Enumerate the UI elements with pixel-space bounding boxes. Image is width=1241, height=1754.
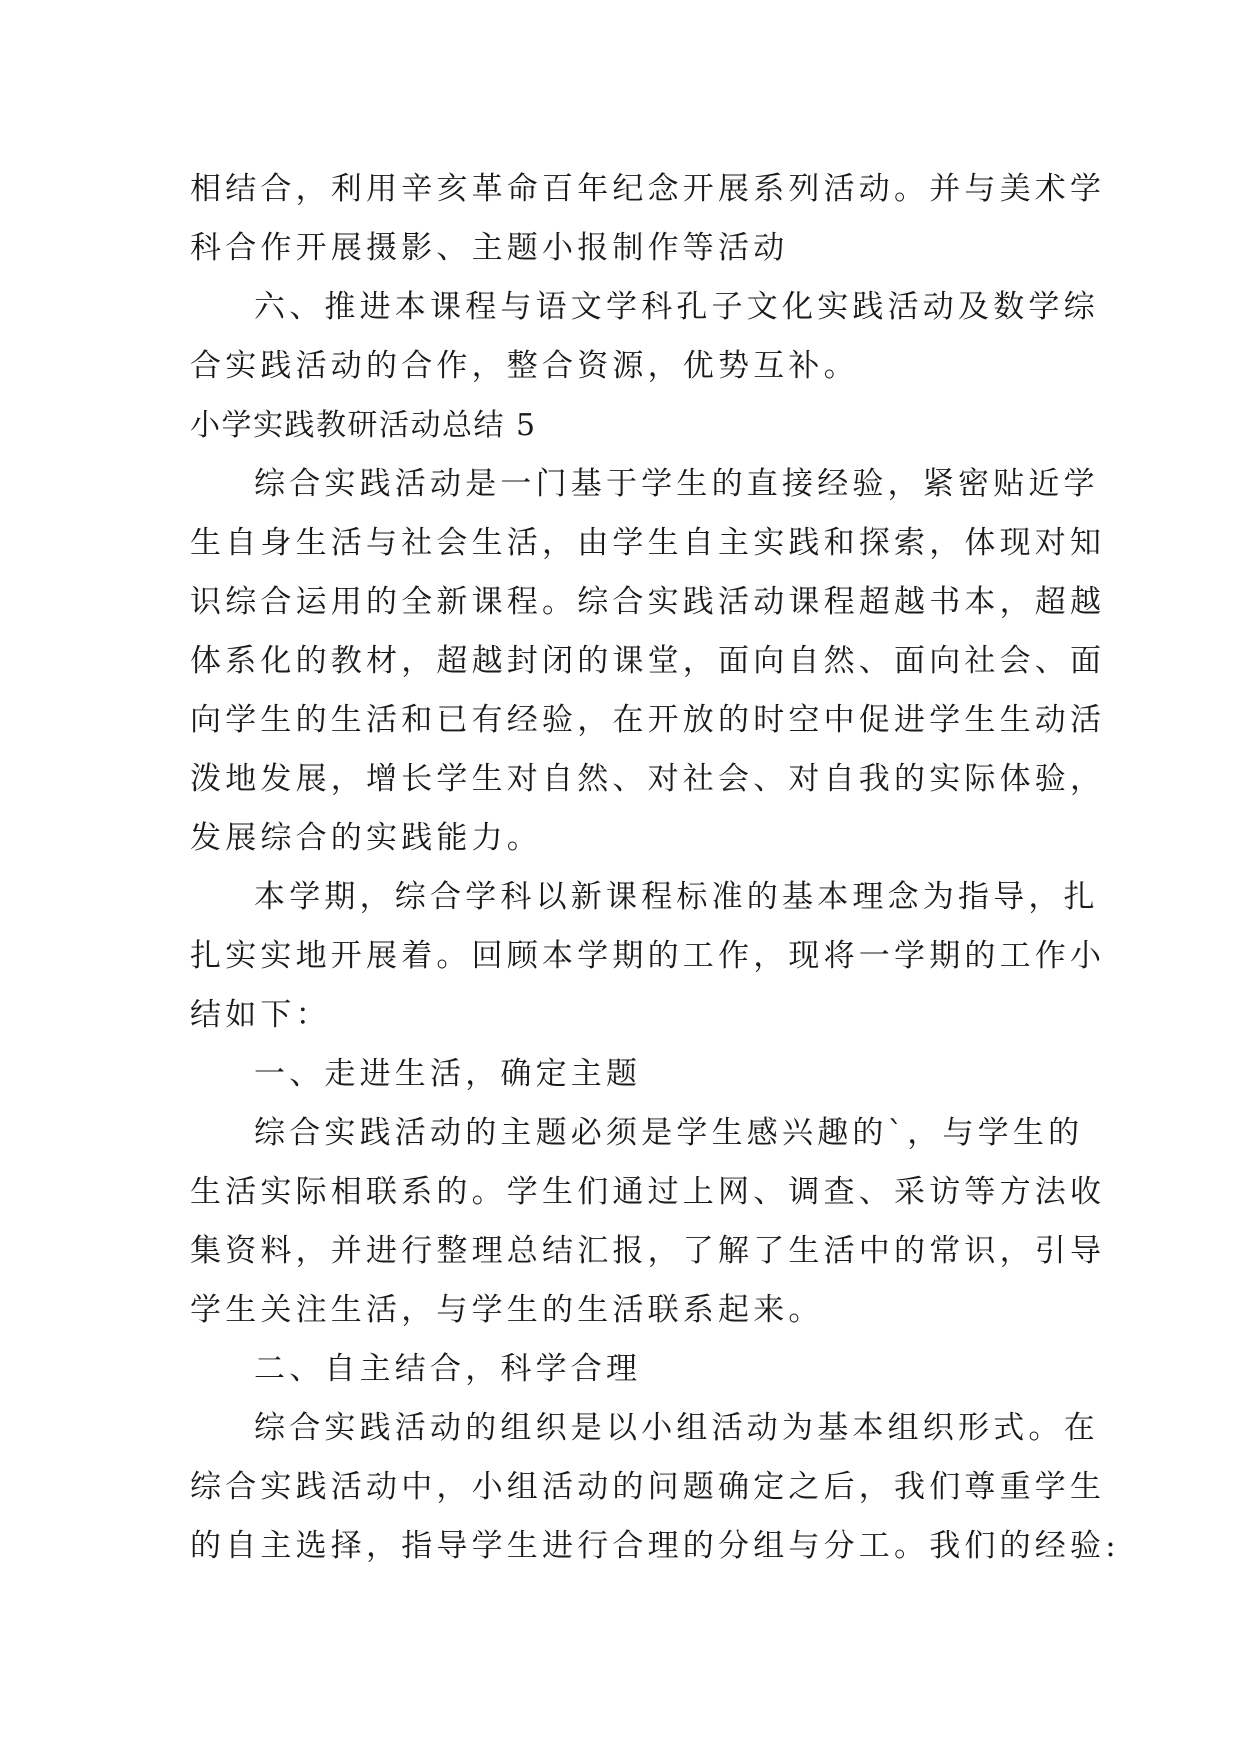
text-line: 扎实实地开展着。回顾本学期的工作，现将一学期的工作小 bbox=[190, 938, 1106, 974]
text-line: 生自身生活与社会生活，由学生自主实践和探索，体现对知 bbox=[190, 525, 1106, 561]
text-line: 合实践活动的合作，整合资源，优势互补。 bbox=[190, 348, 859, 384]
document-body bbox=[190, 160, 1120, 1576]
section-heading: 小学实践教研活动总结 5 bbox=[190, 408, 537, 443]
text-line: 综合实践活动中，小组活动的问题确定之后，我们尊重学生 bbox=[190, 1469, 1106, 1505]
text-line: 相结合，利用辛亥革命百年纪念开展系列活动。并与美术学 bbox=[190, 171, 1106, 207]
text-line: 综合实践活动的主题必须是学生感兴趣的`，与学生的 bbox=[254, 1115, 1084, 1151]
text-line: 本学期，综合学科以新课程标准的基本理念为指导，扎 bbox=[254, 879, 1099, 915]
text-line: 一、走进生活，确定主题 bbox=[254, 1056, 642, 1092]
text-line: 结如下： bbox=[190, 997, 331, 1033]
text-line: 集资料，并进行整理总结汇报，了解了生活中的常识，引导 bbox=[190, 1233, 1106, 1269]
text-line: 识综合运用的全新课程。综合实践活动课程超越书本，超越 bbox=[190, 584, 1106, 620]
text-line: 体系化的教材，超越封闭的课堂，面向自然、面向社会、面 bbox=[190, 643, 1106, 679]
text-line: 二、自主结合，科学合理 bbox=[254, 1351, 642, 1387]
text-line: 综合实践活动是一门基于学生的直接经验，紧密贴近学 bbox=[254, 466, 1099, 502]
text-line: 科合作开展摄影、主题小报制作等活动 bbox=[190, 230, 789, 266]
text-line: 学生关注生活，与学生的生活联系起来。 bbox=[190, 1292, 824, 1328]
text-line: 向学生的生活和已有经验，在开放的时空中促进学生生动活 bbox=[190, 702, 1106, 738]
text-line: 六、推进本课程与语文学科孔子文化实践活动及数学综 bbox=[254, 289, 1099, 325]
text-line: 发展综合的实践能力。 bbox=[190, 820, 542, 856]
text-line: 的自主选择，指导学生进行合理的分组与分工。我们的经验: bbox=[190, 1528, 1120, 1564]
text-line: 泼地发展，增长学生对自然、对社会、对自我的实际体验， bbox=[190, 761, 1106, 797]
text-line: 综合实践活动的组织是以小组活动为基本组织形式。在 bbox=[254, 1410, 1099, 1446]
text-line: 生活实际相联系的。学生们通过上网、调查、采访等方法收 bbox=[190, 1174, 1106, 1210]
